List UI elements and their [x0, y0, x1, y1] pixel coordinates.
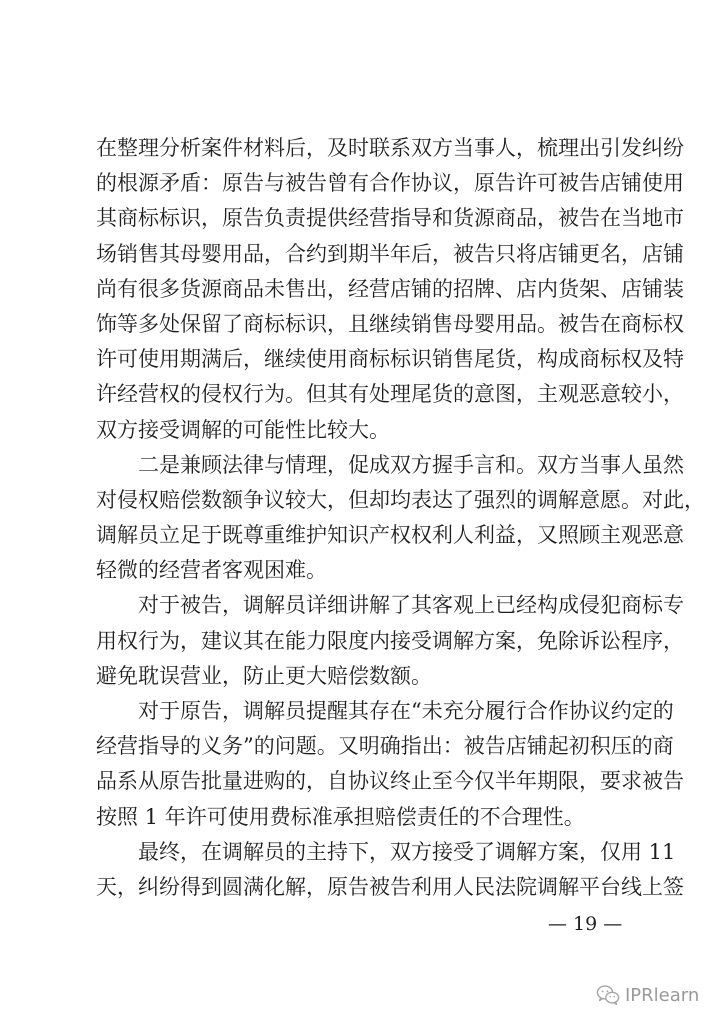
text-line: 对于被告，调解员详细讲解了其客观上已经构成侵犯商标专	[138, 593, 684, 618]
text-line: 对侵权赔偿数额争议较大，但却均表达了强烈的调解意愿。对此，	[96, 487, 705, 512]
document-body	[96, 131, 705, 905]
text-line: 调解员立足于既尊重维护知识产权权利人利益，又照顾主观恶意	[96, 523, 684, 548]
text-line: 在整理分析案件材料后，及时联系双方当事人，梳理出引发纠纷	[96, 136, 684, 160]
paragraph	[96, 131, 684, 448]
paragraph	[96, 694, 684, 835]
text-line: 轻微的经营者客观困难。	[96, 558, 327, 583]
paragraph	[96, 835, 684, 905]
text-line: 二是兼顾法律与情理，促成双方握手言和。双方当事人虽然	[138, 452, 684, 477]
text-line: 最终，在调解员的主持下，双方接受了调解方案，仅用 11	[138, 839, 676, 864]
text-line: 许可使用期满后，继续使用商标标识销售尾货，构成商标权及特	[96, 347, 684, 372]
text-line: 其商标标识，原告负责提供经营指导和货源商品，被告在当地市	[96, 206, 684, 231]
text-line: 尚有很多货源商品未售出，经营店铺的招牌、店内货架、店铺装	[96, 276, 684, 301]
text-line: 饰等多处保留了商标标识，且继续销售母婴用品。被告在商标权	[96, 311, 684, 336]
text-line: 场销售其母婴用品，合约到期半年后，被告只将店铺更名，店铺	[96, 241, 684, 266]
text-line: 用权行为，建议其在能力限度内接受调解方案，免除诉讼程序，	[96, 628, 684, 653]
text-line: 许经营权的侵权行为。但其有处理尾货的意图，主观恶意较小，	[96, 382, 684, 407]
watermark-text: IPRlearn	[625, 984, 700, 1006]
text-line: 双方接受调解的可能性比较大。	[96, 417, 390, 442]
text-line: 天，纠纷得到圆满化解，原告被告利用人民法院调解平台线上签	[96, 874, 684, 899]
text-line: 避免耽误营业，防止更大赔偿数额。	[96, 663, 432, 688]
text-line: 品系从原告批量进购的，自协议终止至今仅半年期限，要求被告	[96, 769, 684, 794]
text-line: 经营指导的义务”的问题。又明确指出：被告店铺起初积压的商	[96, 734, 674, 759]
watermark	[596, 982, 699, 1008]
page-number: — 19 —	[548, 913, 623, 935]
text-line: 按照 1 年许可使用费标准承担赔偿责任的不合理性。	[96, 804, 585, 829]
paragraph	[96, 588, 684, 694]
wechat-icon	[596, 984, 620, 1006]
text-line: 对于原告，调解员提醒其存在“未充分履行合作协议约定的	[138, 699, 674, 723]
paragraph	[96, 448, 705, 589]
text-line: 的根源矛盾：原告与被告曾有合作协议，原告许可被告店铺使用	[96, 171, 684, 196]
